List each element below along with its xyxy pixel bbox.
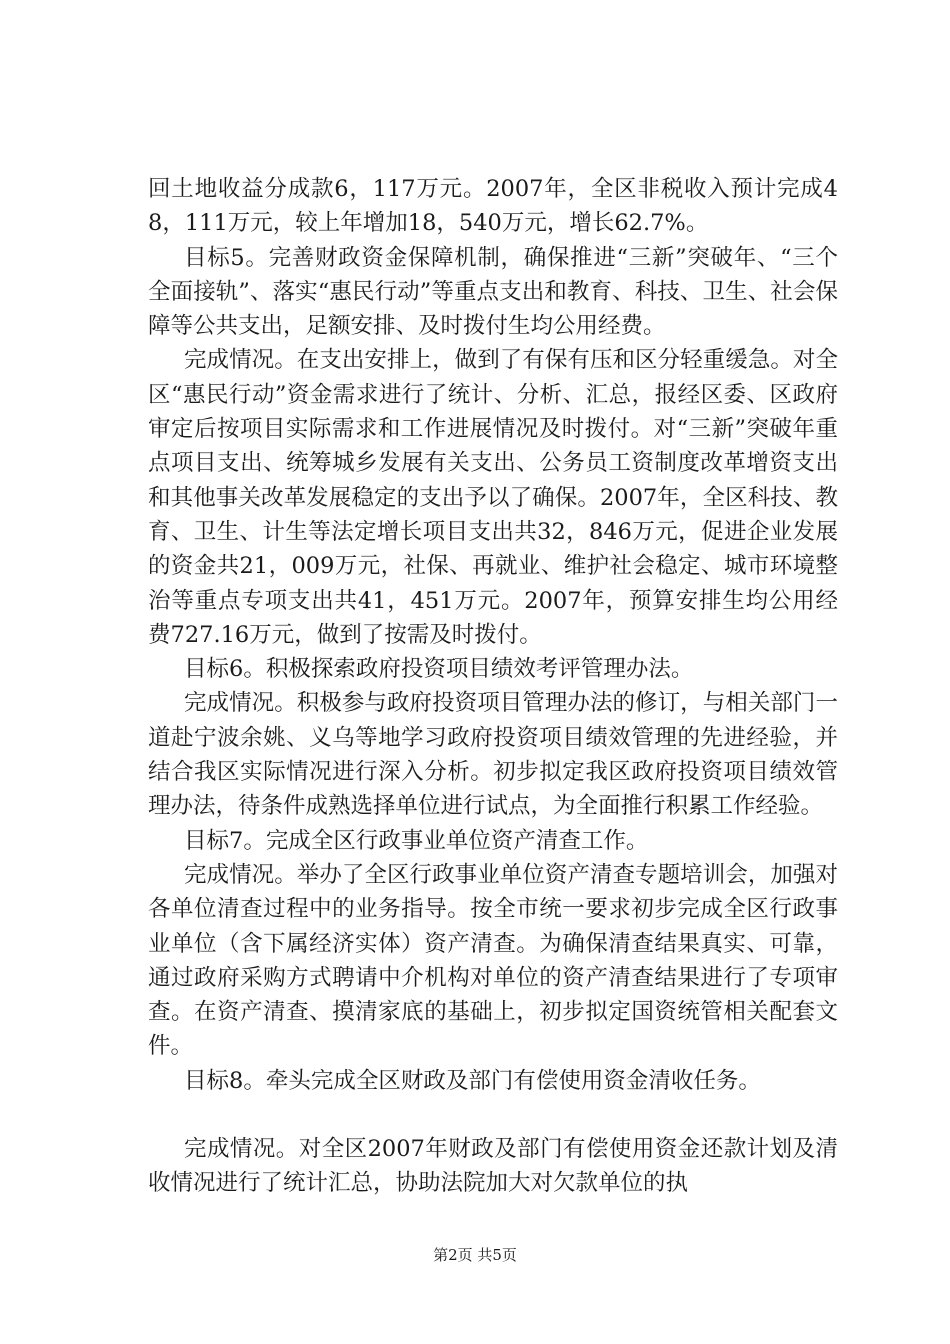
paragraph-goal-7: 目标7。完成全区行政事业单位资产清查工作。 — [184, 827, 649, 854]
paragraph-goal-7-status: 完成情况。举办了全区行政事业单位资产清查专题培训会，加强对各单位清查过程中的业务指导。按全市统一要求初步完成全区行政事业单位（含下属经济实体）资产清查。为确保清查结果真实、可靠，通过政府采购方式聘请中介机构对单位的资产清查结果进行了专项审查。在资产清查、摸清家底的基础上，初步拟定国资统管相关配套文件。 — [148, 861, 838, 1060]
paragraph-goal-8-status: 完成情况。对全区2007年财政及部门有偿使用资金还款计划及清收情况进行了统计汇总，协助法院加大对欠款单位的执 — [148, 1136, 838, 1197]
paragraph-goal-8: 目标8。牵头完成全区财政及部门有偿使用资金清收任务。 — [184, 1067, 761, 1094]
document-body — [148, 172, 838, 1201]
paragraph-goal-5: 目标5。完善财政资金保障机制，确保推进“三新”突破年、“三个全面接轨”、落实“惠民行动”等重点支出和教育、科技、卫生、社会保障等公共支出，足额安排、及时拨付生均公用经费。 — [148, 244, 838, 340]
paragraph-goal-6: 目标6。积极探索政府投资项目绩效考评管理办法。 — [184, 656, 694, 683]
paragraph-non-tax-revenue: 回土地收益分成款6，117万元。2007年，全区非税收入预计完成48，111万元，较上年增加18，540万元，增长62.7%。 — [148, 176, 838, 237]
paragraph-goal-6-status: 完成情况。积极参与政府投资项目管理办法的修订，与相关部门一道赴宁波余姚、义乌等地学习政府投资项目绩效管理的先进经验，并结合我区实际情况进行深入分析。初步拟定我区政府投资项目绩效管理办法，待条件成熟选择单位进行试点，为全面推行积累工作经验。 — [148, 690, 838, 820]
page-number-footer: 第2页 共5页 — [433, 1246, 517, 1264]
paragraph-goal-5-status: 完成情况。在支出安排上，做到了有保有压和区分轻重缓急。对全区“惠民行动”资金需求进行了统计、分析、汇总，报经区委、区政府审定后按项目实际需求和工作进展情况及时拨付。对“三新”突破年重点项目支出、统筹城乡发展有关支出、公务员工资制度改革增资支出和其他事关改革发展稳定的支出予以了确保。2007年，全区科技、教育、卫生、计生等法定增长项目支出共32，846万元，促进企业发展的资金共21，009万元，社保、再就业、维护社会稳定、城市环境整治等重点专项支出共41，451万元。2007年，预算安排生均公用经费727.16万元，做到了按需及时拨付。 — [148, 347, 838, 648]
